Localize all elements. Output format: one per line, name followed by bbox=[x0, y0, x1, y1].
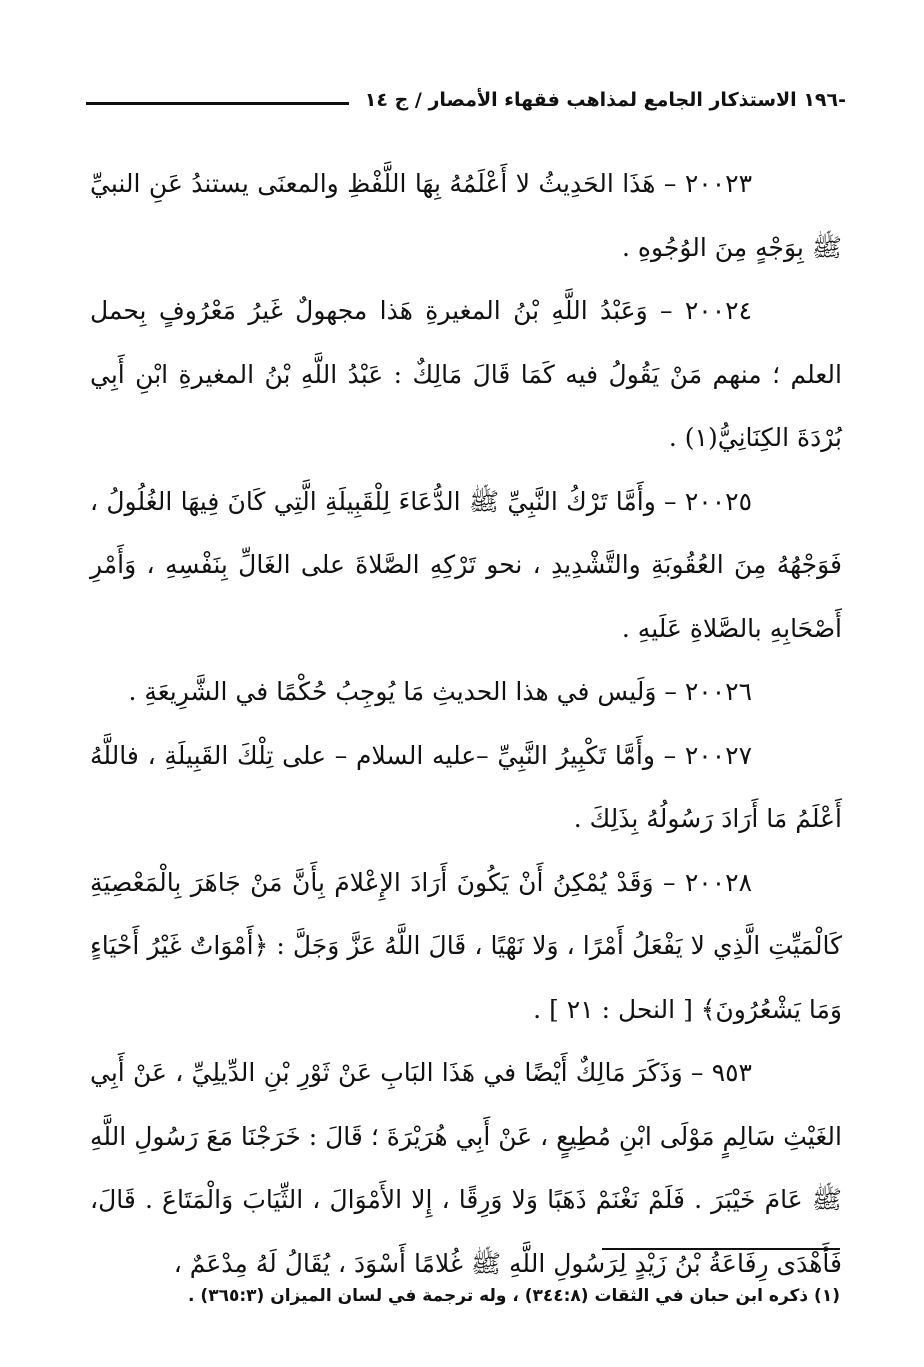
paragraph-953: ٩٥٣ – وَذَكَرَ مَالِكٌ أَيْضًا في هَذَا البَابِ عَنْ ثَوْرِ بْنِ الدِّيلِيِّ ، عَنْ أَبِي الغَيْثِ سَالِمٍ مَوْلَى ابْنِ مُطِيعٍ ، عَنْ أَبِي هُرَيْرَةَ ؛ قَالَ : خَرَجْنَا مَعَ رَسُولِ اللَّهِ ﷺ عَامَ خَيْبَرَ . فَلَمْ نَغْنَمْ ذَهَبًا وَلا وَرِقًا ، إِلا الأَمْوَالَ ، الثِّيَابَ وَالْمَتَاعَ . قَالَ، فَأَهْدَى رِفَاعَةُ بْنُ زَيْدٍ لِرَسُولِ اللَّهِ ﷺ غُلامًا أَسْوَدَ ، يُقَالُ لَهُ مِدْعَمٌ ، bbox=[90, 1058, 842, 1278]
paragraph-20026: ٢٠٠٢٦ – وَلَيس في هذا الحديثِ مَا يُوجِبُ حُكْمًا في الشَّرِيعَةِ . bbox=[128, 677, 752, 706]
page-header bbox=[86, 82, 846, 118]
paragraph-20023: ٢٠٠٢٣ – هَذَا الحَدِيثُ لا أَعْلَمُهُ بِهَا اللَّفْظِ والمعنَى يستندُ عَنِ النبيِّ ﷺ بِوَجْهٍ مِنَ الوُجُوهِ . bbox=[90, 169, 842, 262]
paragraph-20027: ٢٠٠٢٧ – وأَمَّا تَكْبِيرُ النَّبِيِّ –عليه السلام – على تِلْكَ القَبِيلَةِ ، فاللَّهُ أَعْلَمُ مَا أَرَادَ رَسُولُهُ بِذَلِكَ . bbox=[90, 740, 842, 833]
main-text bbox=[90, 152, 842, 1295]
footnote-rule bbox=[602, 1248, 840, 1250]
running-title: -١٩٦ الاستذكار الجامع لمذاهب فقهاء الأمصار / ج ١٤ bbox=[364, 89, 846, 111]
paragraph-20028: ٢٠٠٢٨ – وَقَدْ يُمْكِنُ أَنْ يَكُونَ أَرَادَ الإِعْلامَ بِأَنَّ مَنْ جَاهَرَ بِالْمَعْصِيَةِ كَالْمَيِّتِ الَّذِي لا يَفْعَلُ أَمْرًا ، وَلا نَهْيًا ، قَالَ اللَّهُ عَزَّ وَجَلَّ : ﴿أَمْوَاتٌ غَيْرُ أَحْيَاءٍ وَمَا يَشْعُرُونَ﴾ [ النحل : ٢١ ] . bbox=[90, 867, 842, 1024]
paragraph-20025: ٢٠٠٢٥ – وأَمَّا تَرْكُ النَّبِيِّ ﷺ الدُّعَاءَ لِلْقَبِيلَةِ الَّتِي كَانَ فِيهَا الغُلُولُ ، فَوَجْهُهُ مِنَ العُقُوبَةِ والتَّشْدِيدِ ، نحو تَرْكِهِ الصَّلاةَ على الغَالِّ بِنَفْسِهِ ، وَأَمْرِ أَصْحَابِهِ بالصَّلاةِ عَلَيهِ . bbox=[90, 486, 842, 643]
footnote: (١) ذكره ابن حبان في الثقات (٣٤٤:٨) ، وله ترجمة في لسان الميزان (٣٦٥:٣) . bbox=[188, 1286, 840, 1306]
paragraph-20024: ٢٠٠٢٤ – وَعَبْدُ اللَّهِ بْنُ المغيرةِ هَذا مجهولٌ غَيرُ مَعْرُوفٍ بِحمل العلم ؛ منهم مَنْ يَقُولُ فيه كَمَا قَالَ مَالِكٌ : عَبْدُ اللَّهِ بْنُ المغيرةِ ابْنِ أَبِي بُرْدَةَ الكِنَانِيُّ(١) . bbox=[90, 296, 842, 452]
header-rule bbox=[86, 102, 349, 105]
